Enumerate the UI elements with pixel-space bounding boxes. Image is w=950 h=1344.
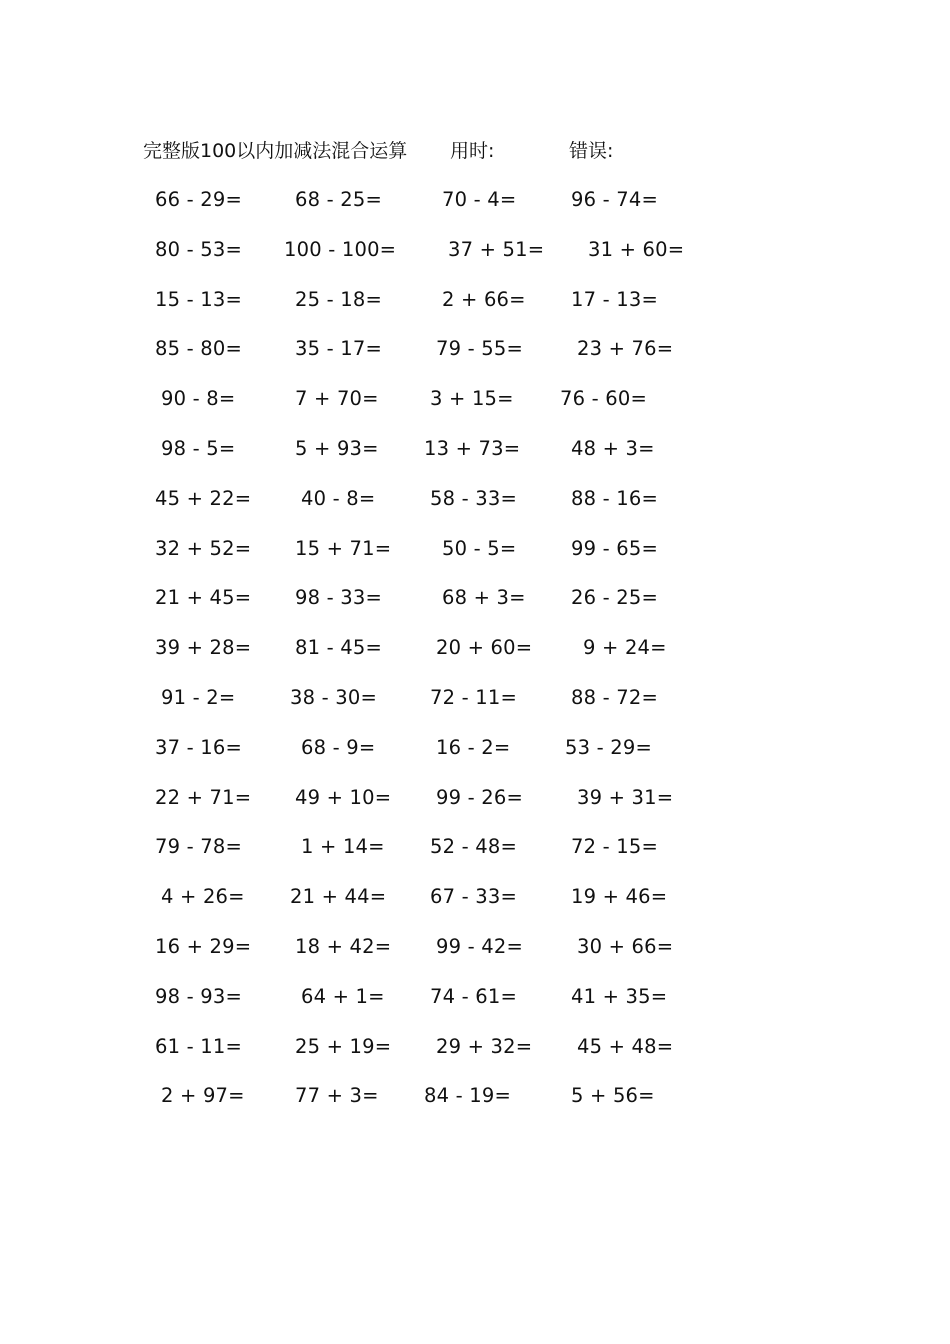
arithmetic-problem: 3 + 15= <box>430 387 514 411</box>
arithmetic-problem: 23 + 76= <box>577 337 674 361</box>
arithmetic-problem: 88 - 16= <box>571 486 658 510</box>
arithmetic-problem: 61 - 11= <box>155 1034 242 1058</box>
arithmetic-problem: 98 - 93= <box>155 984 242 1008</box>
problem-row <box>0 983 950 1033</box>
arithmetic-problem: 4 + 26= <box>161 885 245 909</box>
problem-row <box>0 385 950 435</box>
arithmetic-problem: 18 + 42= <box>295 934 392 958</box>
problem-row <box>0 684 950 734</box>
arithmetic-problem: 38 - 30= <box>290 685 377 709</box>
arithmetic-problem: 85 - 80= <box>155 337 242 361</box>
arithmetic-problem: 45 + 48= <box>577 1034 674 1058</box>
arithmetic-problem: 81 - 45= <box>295 636 382 660</box>
problem-row <box>0 485 950 535</box>
problem-row <box>0 734 950 784</box>
problem-row <box>0 584 950 634</box>
arithmetic-problem: 7 + 70= <box>295 387 379 411</box>
problem-row <box>0 186 950 236</box>
arithmetic-problem: 15 - 13= <box>155 287 242 311</box>
arithmetic-problem: 48 + 3= <box>571 436 655 460</box>
arithmetic-problem: 26 - 25= <box>571 586 658 610</box>
arithmetic-problem: 9 + 24= <box>583 636 667 660</box>
problem-row <box>0 933 950 983</box>
problem-row <box>0 286 950 336</box>
arithmetic-problem: 22 + 71= <box>155 785 252 809</box>
arithmetic-problem: 80 - 53= <box>155 237 242 261</box>
arithmetic-problem: 31 + 60= <box>588 237 685 261</box>
arithmetic-problem: 39 + 28= <box>155 636 252 660</box>
arithmetic-problem: 41 + 35= <box>571 984 668 1008</box>
arithmetic-problem: 16 + 29= <box>155 934 252 958</box>
worksheet-title: 完整版100以内加减法混合运算 <box>143 140 408 162</box>
arithmetic-problem: 37 + 51= <box>448 237 545 261</box>
arithmetic-problem: 50 - 5= <box>442 536 517 560</box>
arithmetic-problem: 68 - 9= <box>301 735 376 759</box>
arithmetic-problem: 13 + 73= <box>424 436 521 460</box>
arithmetic-problem: 66 - 29= <box>155 188 242 211</box>
problem-row <box>0 1082 950 1132</box>
arithmetic-problem: 52 - 48= <box>430 835 517 859</box>
arithmetic-problem: 30 + 66= <box>577 934 674 958</box>
arithmetic-problem: 5 + 93= <box>295 436 379 460</box>
problem-row <box>0 1033 950 1083</box>
problem-row <box>0 435 950 485</box>
arithmetic-problem: 79 - 78= <box>155 835 242 859</box>
problem-row <box>0 883 950 933</box>
arithmetic-problem: 2 + 97= <box>161 1084 245 1108</box>
arithmetic-problem: 91 - 2= <box>161 685 236 709</box>
arithmetic-problem: 35 - 17= <box>295 337 382 361</box>
arithmetic-problem: 1 + 14= <box>301 835 385 859</box>
arithmetic-problem: 20 + 60= <box>436 636 533 660</box>
errors-label: 错误: <box>569 140 614 162</box>
problem-row <box>0 236 950 286</box>
arithmetic-problem: 99 - 65= <box>571 536 658 560</box>
arithmetic-problem: 5 + 56= <box>571 1084 655 1108</box>
arithmetic-problem: 19 + 46= <box>571 885 668 909</box>
arithmetic-problem: 2 + 66= <box>442 287 526 311</box>
problem-row <box>0 833 950 883</box>
arithmetic-problem: 88 - 72= <box>571 685 658 709</box>
problem-row <box>0 634 950 684</box>
arithmetic-problem: 72 - 11= <box>430 685 517 709</box>
arithmetic-problem: 98 - 5= <box>161 436 236 460</box>
problem-row <box>0 535 950 585</box>
arithmetic-problem: 37 - 16= <box>155 735 242 759</box>
arithmetic-problem: 40 - 8= <box>301 486 376 510</box>
arithmetic-problem: 25 - 18= <box>295 287 382 311</box>
arithmetic-problem: 17 - 13= <box>571 287 658 311</box>
arithmetic-problem: 99 - 42= <box>436 934 523 958</box>
arithmetic-problem: 68 + 3= <box>442 586 526 610</box>
worksheet-header <box>143 137 843 165</box>
problem-row <box>0 335 950 385</box>
arithmetic-problem: 76 - 60= <box>560 387 647 411</box>
arithmetic-problem: 45 + 22= <box>155 486 252 510</box>
arithmetic-problem: 32 + 52= <box>155 536 252 560</box>
time-label: 用时: <box>450 140 495 162</box>
arithmetic-problem: 67 - 33= <box>430 885 517 909</box>
arithmetic-problem: 77 + 3= <box>295 1084 379 1108</box>
arithmetic-problem: 25 + 19= <box>295 1034 392 1058</box>
arithmetic-problem: 39 + 31= <box>577 785 674 809</box>
arithmetic-problem: 49 + 10= <box>295 785 392 809</box>
arithmetic-problem: 21 + 44= <box>290 885 387 909</box>
arithmetic-problem: 16 - 2= <box>436 735 511 759</box>
arithmetic-problem: 72 - 15= <box>571 835 658 859</box>
arithmetic-problem: 100 - 100= <box>284 237 397 261</box>
arithmetic-problem: 84 - 19= <box>424 1084 511 1108</box>
arithmetic-problem: 74 - 61= <box>430 984 517 1008</box>
arithmetic-problem: 99 - 26= <box>436 785 523 809</box>
arithmetic-problem: 58 - 33= <box>430 486 517 510</box>
problem-grid <box>0 186 950 1132</box>
arithmetic-problem: 29 + 32= <box>436 1034 533 1058</box>
arithmetic-problem: 70 - 4= <box>442 188 517 211</box>
arithmetic-problem: 15 + 71= <box>295 536 392 560</box>
arithmetic-problem: 79 - 55= <box>436 337 523 361</box>
arithmetic-problem: 96 - 74= <box>571 188 658 211</box>
arithmetic-problem: 98 - 33= <box>295 586 382 610</box>
arithmetic-problem: 64 + 1= <box>301 984 385 1008</box>
arithmetic-problem: 21 + 45= <box>155 586 252 610</box>
arithmetic-problem: 90 - 8= <box>161 387 236 411</box>
arithmetic-problem: 68 - 25= <box>295 188 382 211</box>
problem-row <box>0 784 950 834</box>
arithmetic-problem: 53 - 29= <box>565 735 652 759</box>
